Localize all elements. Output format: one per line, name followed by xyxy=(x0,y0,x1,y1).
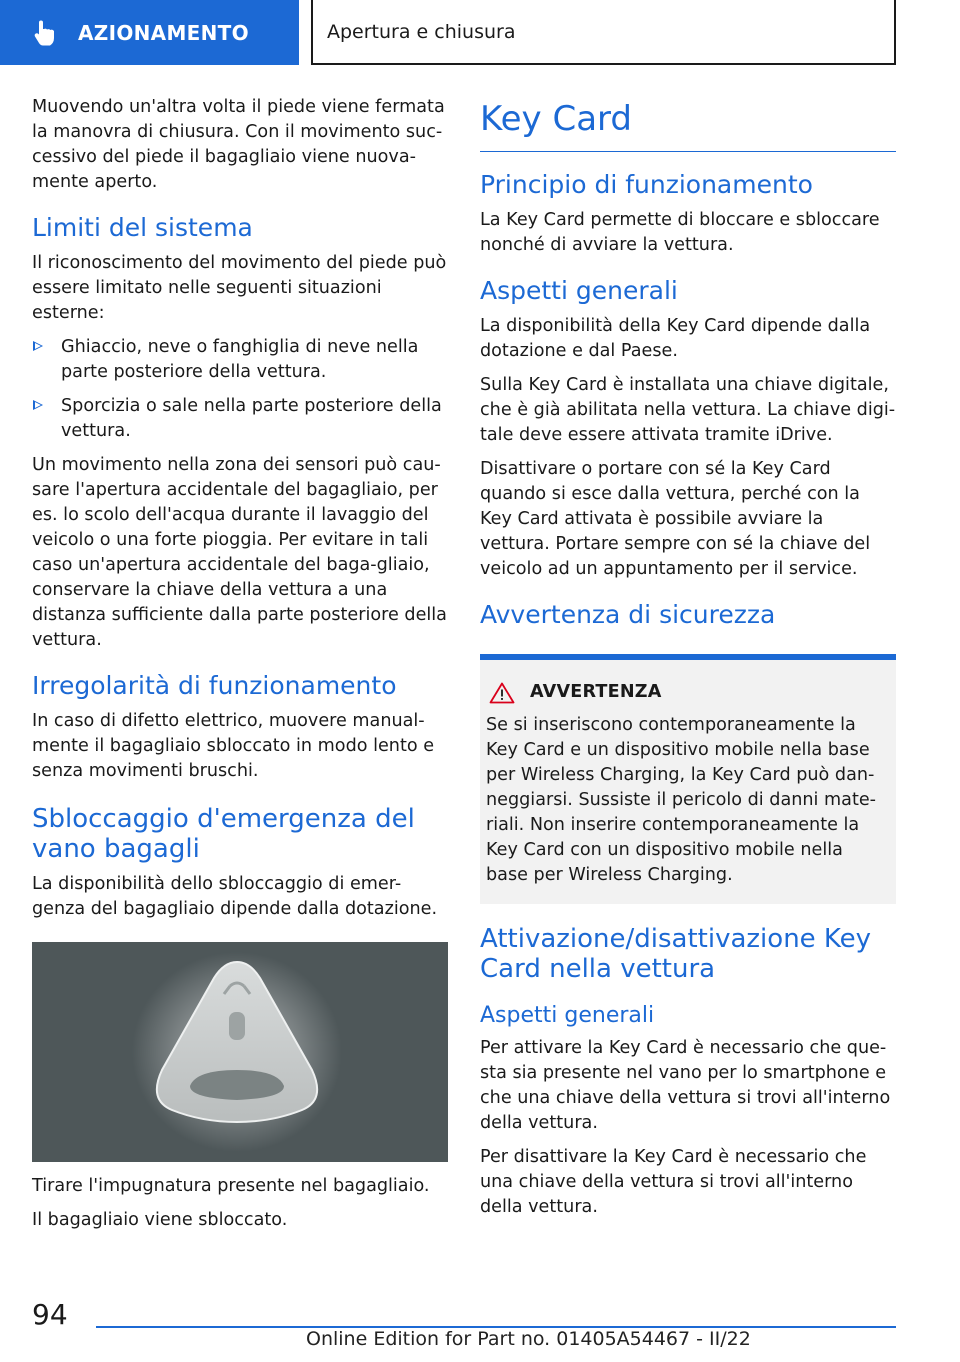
paragraph: Muovendo un'altra volta il piede viene fermata la manovra di chiusura. Con il movimento suc-cessivo del piede il bagagliaio viene nuova-mente aperto. xyxy=(32,97,445,192)
triangle-bullet-icon xyxy=(33,400,43,410)
warning-text: Se si inseriscono contemporaneamente la Key Card e un dispositivo mobile nella base per Wireless Charging, la Key Card può dan-neggiarsi. Sussiste il pericolo di danni mate-riali. Non inserire contemporaneamente la Key Card con un dispositivo mobile nella base per Wireless Charging. xyxy=(486,715,877,885)
right-column xyxy=(480,95,896,1229)
heading-malfunction: Irregolarità di funzionamento xyxy=(32,671,397,700)
paragraph: Un movimento nella zona dei sensori può cau-sare l'apertura accidentale del bagagliaio, per es. lo scolo dell'acqua durante il lavaggio del veicolo o una forte pioggia. Per evitare in tali caso un'apertura accidentale del baga-gliaio, conservare la chiave della vettura a una distanza sufficiente dalla parte posteriore della vettura. xyxy=(32,455,447,650)
heading-principle: Principio di funzionamento xyxy=(480,170,813,199)
paragraph: La disponibilità dello sbloccaggio di emer-genza del bagagliaio dipende dalla dotazione. xyxy=(32,874,438,919)
section-label: AZIONAMENTO xyxy=(78,20,249,45)
heading-safety: Avvertenza di sicurezza xyxy=(480,600,776,629)
warning-triangle-icon xyxy=(489,682,515,704)
paragraph: La Key Card permette di bloccare e sbloccare nonché di avviare la vettura. xyxy=(480,210,880,255)
list-item: Ghiaccio, neve o fanghiglia di neve nella parte posteriore della vettura. xyxy=(32,335,448,385)
heading-activation: Attivazione/disattivazione Key Card nella vettura xyxy=(480,924,872,984)
warning-header xyxy=(486,680,890,705)
heading-emergency-release: Sbloccaggio d'emergenza del vano bagagli xyxy=(32,804,415,864)
paragraph: Il riconoscimento del movimento del piede può essere limitato nelle seguenti situazioni esterne: xyxy=(32,253,447,323)
footer-edition: Online Edition for Part no. 01405A54467 - II/22 xyxy=(306,1328,751,1350)
triangle-bullet-icon xyxy=(33,341,43,351)
emergency-handle-illustration xyxy=(32,942,448,1162)
bullet-list xyxy=(32,335,448,444)
paragraph: Sulla Key Card è installata una chiave digitale, che è già abilitata nella vettura. La chiave digi-tale deve essere attivata tramite iDrive. xyxy=(480,375,896,445)
warning-box xyxy=(480,654,896,904)
emergency-handle-photo xyxy=(32,942,448,1162)
heading-general: Aspetti generali xyxy=(480,276,678,305)
paragraph: Tirare l'impugnatura presente nel bagagliaio. xyxy=(32,1176,430,1196)
list-item: Sporcizia o sale nella parte posteriore della vettura. xyxy=(32,394,448,444)
paragraph: Disattivare o portare con sé la Key Card quando si esce dalla vettura, perché con la Key Card attivata è possibile avviare la vettura. Portare sempre con sé la chiave del veicolo ad un appuntamento per il service. xyxy=(480,459,871,579)
paragraph: Il bagagliaio viene sbloccato. xyxy=(32,1210,288,1230)
paragraph: In caso di difetto elettrico, muovere manual-mente il bagagliaio sbloccato in modo lento e senza movimenti bruschi. xyxy=(32,711,435,781)
page-number: 94 xyxy=(32,1298,68,1331)
heading-general-2: Aspetti generali xyxy=(480,1003,655,1028)
hand-pointer-icon xyxy=(30,18,60,48)
heading-system-limits: Limiti del sistema xyxy=(32,213,253,242)
warning-title: AVVERTENZA xyxy=(530,682,662,702)
paragraph: La disponibilità della Key Card dipende dalla dotazione e dal Paese. xyxy=(480,316,871,361)
paragraph: Per disattivare la Key Card è necessario che una chiave della vettura si trovi all'interno della vettura. xyxy=(480,1147,867,1217)
section-tab xyxy=(0,0,299,65)
heading-key-card: Key Card xyxy=(480,97,896,152)
chapter-title: Apertura e chiusura xyxy=(311,0,896,65)
paragraph: Per attivare la Key Card è necessario che que-sta sia presente nel vano per lo smartphone e che una chiave della vettura si trovi all'interno della vettura. xyxy=(480,1038,891,1133)
left-column xyxy=(32,95,448,1242)
